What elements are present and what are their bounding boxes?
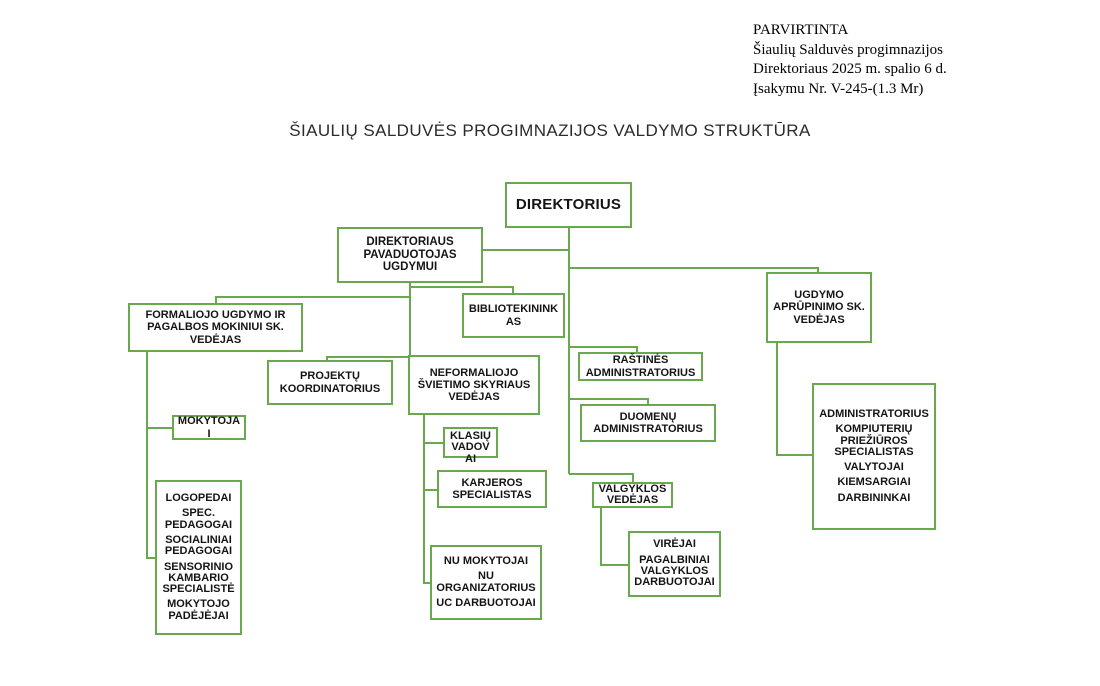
node-pagalbos-specialistai bbox=[155, 480, 242, 635]
node-direktoriaus-pavaduotojas bbox=[337, 227, 483, 283]
node-item: VIRĖJAI bbox=[653, 538, 696, 551]
node-item: SOCIALINIAI PEDAGOGAI bbox=[164, 533, 233, 558]
node-bibliotekininkas bbox=[462, 293, 565, 338]
node-neformaliojo-svietimo-vedejas bbox=[408, 355, 540, 415]
node-item: UC DARBUOTOJAI bbox=[436, 596, 536, 609]
node-item: SPEC. PEDAGOGAI bbox=[164, 507, 233, 531]
node-item: MOKYTOJO PADĖJĖJAI bbox=[167, 598, 230, 622]
node-item: DARBININKAI bbox=[837, 491, 911, 504]
node-item: KOMPIUTERIŲ PRIEŽIŪROS SPECIALISTAS bbox=[834, 423, 914, 458]
node-label: UGDYMO APRŪPINIMO SK. VEDĖJAS bbox=[773, 289, 865, 326]
node-label: DUOMENŲ ADMINISTRATORIUS bbox=[593, 410, 703, 435]
node-duomenu-administratorius bbox=[580, 404, 716, 442]
node-label: BIBLIOTEKININKAS bbox=[468, 303, 559, 328]
node-rastines-administratorius bbox=[578, 352, 703, 381]
node-valgyklos-vedejas bbox=[592, 482, 673, 508]
node-label: KARJEROS SPECIALISTAS bbox=[452, 476, 532, 501]
node-klasiu-vadovai bbox=[443, 427, 498, 465]
node-item: VALYTOJAI bbox=[844, 461, 904, 474]
node-label: KLASIŲ VADOVAI bbox=[450, 430, 491, 465]
chart-title: ŠIAULIŲ SALDUVĖS PROGIMNAZIJOS VALDYMO STRUKTŪRA bbox=[289, 121, 811, 140]
node-formaliojo-ugdymo-sk-vedejas bbox=[128, 303, 303, 352]
node-item: SENSORINIO KAMBARIO SPECIALISTĖ bbox=[162, 560, 235, 596]
node-label: MOKYTOJAI bbox=[177, 415, 241, 440]
approval-line: PARVIRTINTA bbox=[753, 22, 849, 38]
node-nu-darbuotojai bbox=[430, 545, 542, 620]
approval-line: Šiaulių Salduvės progimnazijos bbox=[753, 41, 943, 58]
node-ukio-darbuotojai bbox=[812, 383, 936, 530]
node-projektu-koordinatorius bbox=[267, 360, 393, 405]
approval-line: Įsakymu Nr. V-245-(1.3 Mr) bbox=[753, 80, 924, 97]
node-mokytojai bbox=[172, 415, 246, 440]
node-item: LOGOPEDAI bbox=[165, 491, 232, 504]
node-item: ADMINISTRATORIUS bbox=[819, 407, 929, 420]
node-label: DIREKTORIAUS PAVADUOTOJAS UGDYMUI bbox=[363, 235, 457, 274]
node-label: PROJEKTŲ KOORDINATORIUS bbox=[279, 370, 381, 395]
node-item: NU MOKYTOJAI bbox=[443, 554, 529, 567]
node-valgyklos-darbuotojai bbox=[628, 531, 721, 597]
approval-line: Direktoriaus 2025 m. spalio 6 d. bbox=[753, 61, 947, 77]
node-item: PAGALBINIAI VALGYKLOS DARBUOTOJAI bbox=[634, 553, 715, 589]
node-ugdymo-aprupinimo-vedejas bbox=[766, 272, 872, 343]
node-item: NU ORGANIZATORIUS bbox=[436, 570, 536, 594]
node-karjeros-specialistas bbox=[437, 470, 547, 508]
node-direktorius bbox=[505, 182, 632, 228]
node-label: VALGYKLOS VEDĖJAS bbox=[598, 482, 667, 506]
node-label: FORMALIOJO UGDYMO IR PAGALBOS MOKINIUI SK. VEDĖJAS bbox=[145, 309, 286, 346]
node-label: DIREKTORIUS bbox=[515, 195, 622, 213]
node-label: RAŠTINĖS ADMINISTRATORIUS bbox=[585, 354, 696, 379]
node-label: NEFORMALIOJO ŠVIETIMO SKYRIAUS VEDĖJAS bbox=[417, 366, 531, 404]
node-item: KIEMSARGIAI bbox=[837, 476, 911, 489]
